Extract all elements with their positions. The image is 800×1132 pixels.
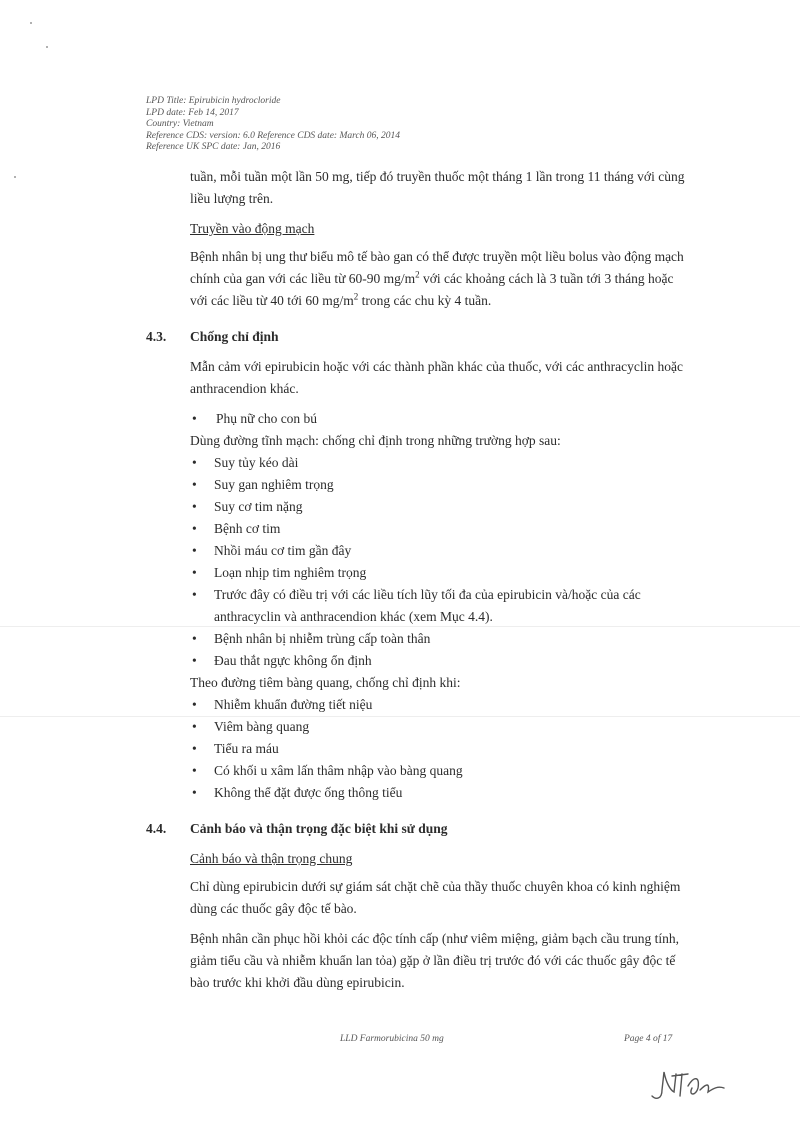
subheading-intra-arterial: Truyền vào động mạch: [190, 221, 315, 236]
list-item: • Có khối u xâm lấn thâm nhập vào bàng quang: [190, 760, 690, 782]
scan-speck: [46, 46, 48, 48]
handwritten-signature: [648, 1066, 728, 1111]
section-title: Chống chỉ định: [190, 329, 279, 344]
header-line: Reference UK SPC date: Jan, 2016: [146, 142, 281, 152]
list-item: • Suy cơ tim nặng: [190, 496, 690, 518]
paragraph: Mẫn cảm với epirubicin hoặc với các thành phần khác của thuốc, với các anthracyclin hoặc anthracendion khác.: [190, 359, 683, 396]
header-line: Reference CDS: version: 6.0 Reference CDS date: March 06, 2014: [146, 130, 401, 141]
bullet-list: [190, 408, 690, 430]
document-header: [146, 96, 400, 154]
list-item: • Nhiễm khuẩn đường tiết niệu: [190, 694, 690, 716]
subheading-general-warnings: Cảnh báo và thận trọng chung: [190, 851, 353, 866]
paragraph: Bệnh nhân cần phục hồi khỏi các độc tính cấp (như viêm miệng, giảm bạch cầu trung tính, giảm tiểu cầu và nhiễm khuẩn lan tỏa) gặp ở lần điều trị trước đó với các thuốc gây độc tế bào trước khi khởi đầu dùng epirubicin.: [190, 931, 680, 990]
scan-speck: [30, 22, 32, 24]
contraindication-list-bladder: [190, 694, 690, 804]
section-title: Cảnh báo và thận trọng đặc biệt khi sử dụng: [190, 821, 448, 836]
list-item: • Viêm bàng quang: [190, 716, 690, 738]
paragraph: tuần, mỗi tuần một lần 50 mg, tiếp đó truyền thuốc một tháng 1 lần trong 11 tháng với cùng liều lượng trên.: [190, 169, 685, 206]
paragraph-intro: Theo đường tiêm bàng quang, chống chỉ định khi:: [190, 675, 461, 690]
list-item: • Suy tủy kéo dài: [190, 452, 690, 474]
document-body: [146, 166, 690, 1002]
header-line: Country: Vietnam: [146, 119, 214, 129]
list-item: • Phụ nữ cho con bú: [190, 408, 690, 430]
section-heading-4-3: [146, 326, 690, 348]
header-line: LPD date: Feb 14, 2017: [146, 107, 239, 118]
list-item: • Nhồi máu cơ tim gần đây: [190, 540, 690, 562]
list-item: • Loạn nhịp tim nghiêm trọng: [190, 562, 690, 584]
signature-drawing: [648, 1066, 728, 1106]
contraindication-list-iv: [190, 452, 690, 672]
list-item: • Tiểu ra máu: [190, 738, 690, 760]
list-item: • Không thể đặt được ống thông tiểu: [190, 782, 690, 804]
footer-page-number: Page 4 of 17: [624, 1034, 673, 1044]
section-heading-4-4: [146, 818, 690, 840]
paragraph-intro: Dùng đường tĩnh mạch: chống chỉ định trong những trường hợp sau:: [190, 433, 561, 448]
scan-speck: [14, 176, 16, 178]
paragraph-dosing: Bệnh nhân bị ung thư biểu mô tế bào gan có thể được truyền một liều bolus vào động mạch chính của gan với các liều từ 60-90 $mg/m^2$ với các khoảng cách là 3 tuần tới 3 tháng hoặc với các liều từ 40 tới 60 $mg/m^2$ trong các chu kỳ 4 tuần.: [190, 249, 684, 308]
footer-product-name: LLD Farmorubicina 50 mg: [340, 1034, 444, 1044]
paragraph: Chỉ dùng epirubicin dưới sự giám sát chặt chẽ của thầy thuốc chuyên khoa có kinh nghiệm dùng các thuốc gây độc tế bào.: [190, 879, 681, 916]
section-number: 4.3.: [146, 329, 167, 344]
list-item: • Bệnh nhân bị nhiễm trùng cấp toàn thân: [190, 628, 690, 650]
list-item: • Trước đây có điều trị với các liều tích lũy tối đa của epirubicin và/hoặc của các anthracyclin và anthracendion khác (xem Mục 4.4).: [190, 584, 690, 628]
header-line: LPD Title: Epirubicin hydrocloride: [146, 96, 281, 106]
section-number: 4.4.: [146, 821, 167, 836]
list-item: • Đau thắt ngực không ổn định: [190, 650, 690, 672]
list-item: • Bệnh cơ tim: [190, 518, 690, 540]
list-item: • Suy gan nghiêm trọng: [190, 474, 690, 496]
